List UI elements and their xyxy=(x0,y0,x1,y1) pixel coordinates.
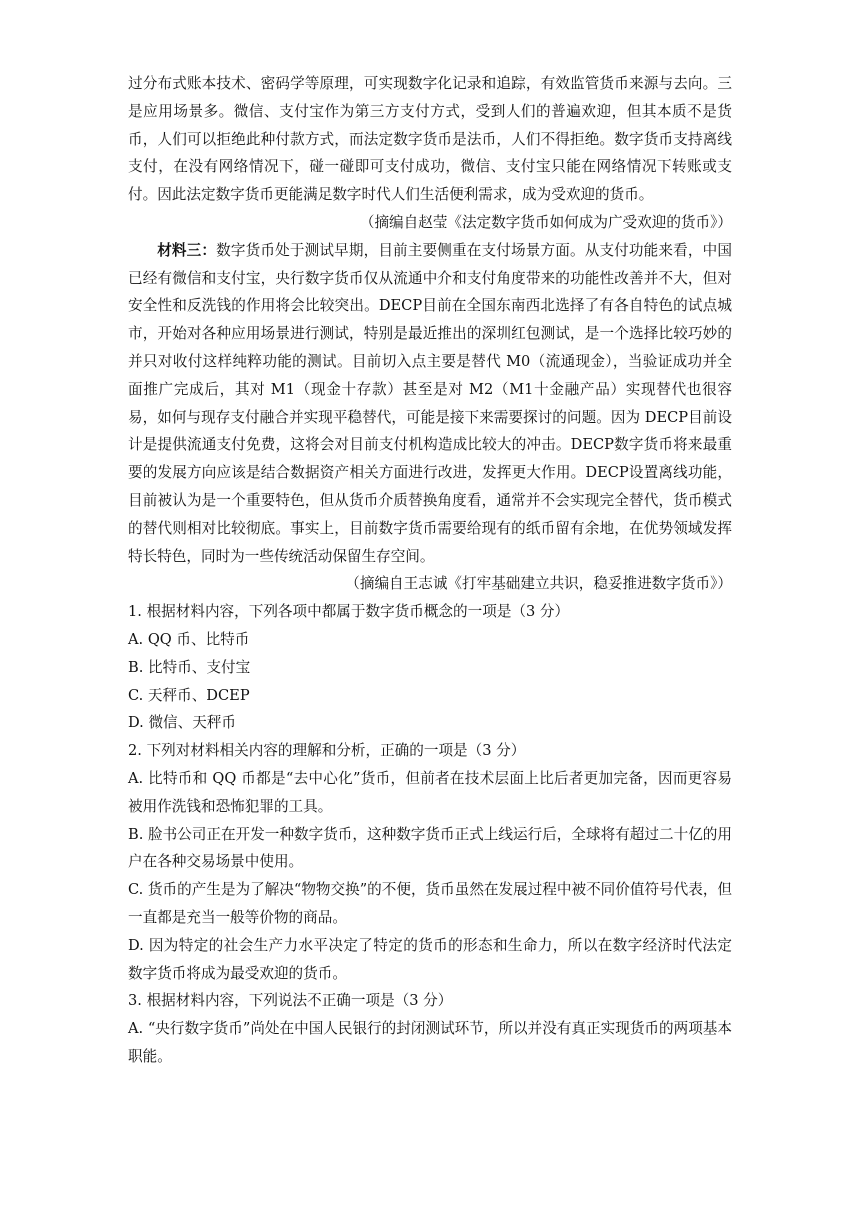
question-1-stem: 1. 根据材料内容，下列各项中都属于数字货币概念的一项是（3 分） xyxy=(128,603,570,621)
question-2-option-a: A. 比特币和 QQ 币都是“去中心化”货币，但前者在技术层面上比后者更加完备，因而更容易被用作洗钱和恐怖犯罪的工具。 xyxy=(128,769,732,815)
question-2-option-b: B. 脸书公司正在开发一种数字货币，这种数字货币正式上线运行后，全球将有超过二十亿的用户在各种交易场景中使用。 xyxy=(128,825,732,871)
document-page xyxy=(128,70,732,1071)
material3-source: （摘编自王志诚《打牢基础建立共识，稳妥推进数字货币》） xyxy=(345,575,732,593)
question-3-option-a: A. “央行数字货币”尚处在中国人民银行的封闭测试环节，所以并没有真正实现货币的两项基本职能。 xyxy=(128,1020,732,1065)
material3-text: 数字货币处于测试早期，目前主要侧重在支付场景方面。从支付功能来看，中国已经有微信和支付宝，央行数字货币仅从流通中介和支付角度带来的功能性改善并不大，但对安全性和反洗钱的作用将会比较突出。DECP目前在全国东南西北选择了有各自特色的试点城市，开始对各种应用场景进行测试，特别是最近推出的深圳红包测试，是一个选择比较巧妙的并只对收付这样纯粹功能的测试。目前切入点主要是替代 M0（流通现金），当验证成功并全面推广完成后，其对 M1（现金十存款）甚至是对 M2（M1十金融产品）实现替代也很容易，如何与现存支付融合并实现平稳替代，可能是接下来需要探讨的问题。因为 DECP目前设计是提供流通支付免费，这将会对目前支付机构造成比较大的冲击。DECP数字货币将来最重要的发展方向应该是结合数据资产相关方面进行改进，发挥更大作用。DECP设置离线功能，目前被认为是一个重要特色，但从货币介质替换角度看，通常并不会实现完全替代，货币模式的替代则相对比较彻底。事实上，目前数字货币需要给现有的纸币留有余地，在优势领域发挥特长特色，同时为一些传统活动保留生存空间。 xyxy=(128,241,732,565)
material2-source: （摘编自赵莹《法定数字货币如何成为广受欢迎的货币》） xyxy=(359,213,732,231)
question-1-option-c: C. 天秤币、DCEP xyxy=(128,686,250,704)
question-2-option-c: C. 货币的产生是为了解决“物物交换”的不便，货币虽然在发展过程中被不同价值符号代表，但一直都是充当一般等价物的商品。 xyxy=(128,881,733,926)
question-1-option-b: B. 比特币、支付宝 xyxy=(128,658,251,676)
question-2-option-d: D. 因为特定的社会生产力水平决定了特定的货币的形态和生命力，所以在数字经济时代法定数字货币将成为最受欢迎的货币。 xyxy=(128,936,732,982)
question-1-option-a: A. QQ 币、比特币 xyxy=(128,630,250,648)
material2-tail: 过分布式账本技术、密码学等原理，可实现数字化记录和追踪，有效监管货币来源与去向。三是应用场景多。微信、支付宝作为第三方支付方式，受到人们的普遍欢迎，但其本质不是货币，人们可以拒绝此种付款方式，而法定数字货币是法币，人们不得拒绝。数字货币支持离线支付，在没有网络情况下，碰一碰即可支付成功，微信、支付宝只能在网络情况下转账或支付。因此法定数字货币更能满足数字时代人们生活便利需求，成为受欢迎的货币。 xyxy=(128,75,732,204)
question-3-stem: 3. 根据材料内容，下列说法不正确一项是（3 分） xyxy=(128,992,453,1010)
question-2-stem: 2. 下列对材料相关内容的理解和分析，正确的一项是（3 分） xyxy=(128,742,526,760)
material3-paragraph xyxy=(128,237,732,571)
question-1-option-d: D. 微信、天秤币 xyxy=(128,714,237,732)
material3-label: 材料三： xyxy=(157,241,217,259)
